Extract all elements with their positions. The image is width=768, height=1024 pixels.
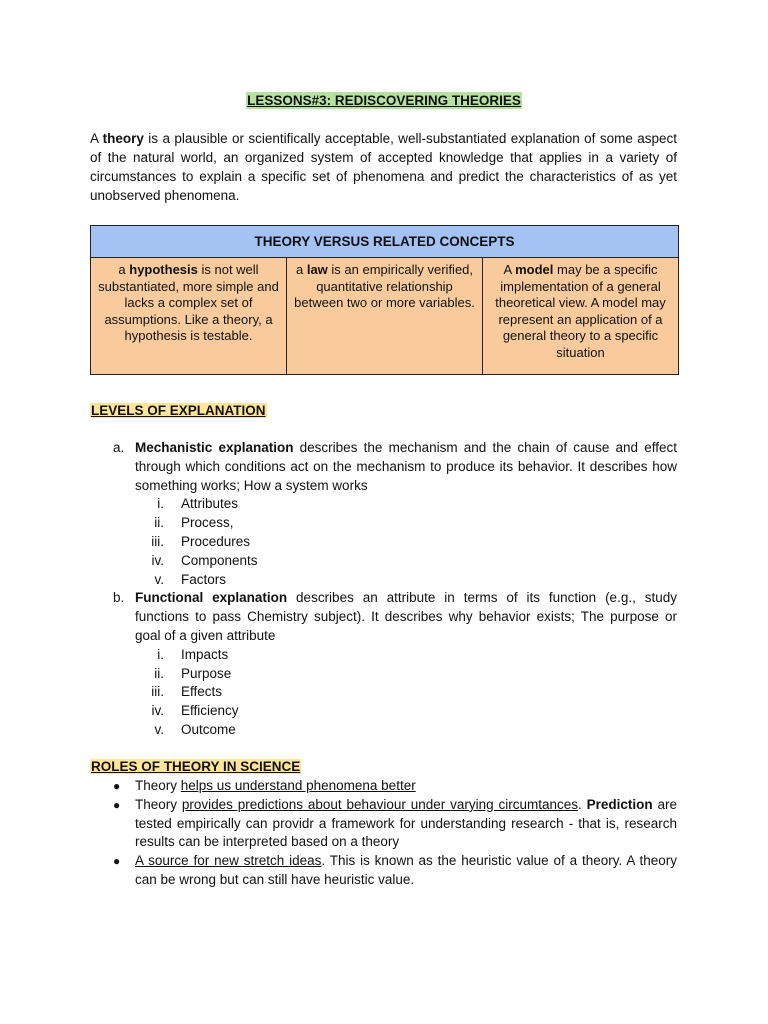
cell-lead: a (295, 262, 307, 277)
sub-marker: v. (154, 721, 164, 737)
concepts-table (90, 225, 679, 375)
sub-marker: i. (157, 496, 164, 512)
intro-lead: A (90, 131, 103, 146)
bullet-underlined: A source for new stretch ideas (135, 853, 322, 869)
roles-heading: ROLES OF THEORY IN SCIENCE (91, 759, 301, 774)
roles-list (0, 777, 768, 890)
list-marker: b. (113, 590, 125, 606)
model-cell (483, 258, 679, 375)
sub-list-item (157, 646, 768, 665)
table-header-row (91, 226, 679, 258)
sub-list-item (151, 683, 768, 702)
sub-text: Procedures (181, 533, 251, 549)
sub-text: Purpose (181, 665, 232, 681)
item-term: Mechanistic explanation (135, 440, 294, 455)
list-item (113, 439, 677, 495)
cell-lead: a (118, 262, 130, 277)
list-item (113, 589, 677, 645)
sub-marker: ii. (154, 515, 164, 531)
intro-rest: is a plausible or scientifically acceptable, well-substantiated explanation of some aspect of the natural world, an organized system of accepted knowledge that applies in a variety of circumstances to explain a specific set of phenomena and predict the characteristics of as yet unobserved phenomena. (90, 131, 677, 203)
cell-lead: A (503, 262, 516, 277)
intro-paragraph (90, 129, 677, 205)
title-row (0, 92, 768, 110)
bullet-icon: ● (113, 779, 121, 793)
table-header: THEORY VERSUS RELATED CONCEPTS (91, 226, 679, 258)
sub-list-item (151, 552, 768, 571)
sub-list-item (151, 533, 768, 552)
list-item (113, 777, 677, 796)
bullet-text: . (577, 796, 587, 812)
sub-marker: iii. (151, 684, 164, 700)
bullet-underlined: helps us understand phenomena better (180, 778, 416, 793)
cell-term: model (515, 262, 554, 277)
bullet-icon: ● (113, 797, 121, 812)
bullet-icon: ● (113, 854, 121, 869)
sub-text: Attributes (181, 496, 239, 512)
sub-list-item (157, 495, 768, 514)
hypothesis-cell (91, 258, 287, 375)
sub-list-item (154, 571, 768, 590)
cell-text: is not well substantiated, more simple and lacks a complex set of assumptions. Like a theory, a hypothesis is testable. (98, 262, 279, 343)
item-term: Functional explanation (135, 590, 288, 606)
bullet-text: . This is known as the heuristic value of a theory. A theory can be wrong but can still have heuristic value. (135, 853, 678, 887)
sub-marker: ii. (154, 665, 164, 681)
law-cell (287, 258, 483, 375)
sub-text: Process, (181, 515, 234, 531)
list-marker: a. (113, 440, 125, 455)
sub-marker: iii. (151, 533, 164, 549)
sub-marker: iv. (151, 703, 164, 719)
sub-marker: i. (157, 646, 164, 662)
page-title: LESSONS#3: REDISCOVERING THEORIES (247, 93, 521, 108)
cell-term: law (306, 262, 328, 277)
sub-list-item (154, 514, 768, 533)
bullet-text: Theory (135, 796, 182, 812)
sub-list-item (151, 702, 768, 721)
sub-text: Impacts (181, 646, 229, 662)
list-item (113, 852, 678, 890)
bullet-underlined: provides predictions about behaviour under varying circumtances (181, 796, 578, 812)
sub-text: Outcome (181, 721, 236, 737)
sub-list-item (154, 665, 768, 684)
levels-list (0, 439, 768, 740)
list-item (113, 796, 677, 852)
cell-text-continued: represent an application of a general theory to a specific situation (498, 311, 663, 360)
intro-term: theory (102, 131, 144, 146)
sub-text: Efficiency (181, 703, 239, 719)
item-text: describes the mechanism and the chain of cause and effect through which conditions act on the mechanism to produce its behavior. It describes how something works; How a system works (135, 440, 677, 493)
bullet-bold: Prediction (586, 796, 653, 812)
table-row (91, 258, 679, 375)
levels-heading: LEVELS OF EXPLANATION (91, 403, 266, 418)
bullet-text: are tested empirically can providr a framework for understanding research - that is, research results can be interpreted based on a theory (135, 796, 677, 850)
bullet-text: Theory (135, 778, 181, 793)
item-text: describes an attribute in terms of its function (e.g., study functions to pass Chemistry subject). It describes why behavior exists; The purpose or goal of a given attribute (135, 590, 677, 643)
sub-marker: iv. (151, 552, 164, 568)
cell-text: may be a specific implementation of a general theoretical view. A model may (495, 262, 666, 310)
sub-text: Factors (181, 571, 227, 587)
sub-list-item (154, 721, 768, 740)
sub-text: Effects (181, 684, 223, 700)
cell-text: is an empirically verified, quantitative relationship between two or more variables. (294, 262, 475, 310)
sub-text: Components (181, 552, 258, 568)
sub-marker: v. (154, 571, 164, 587)
cell-term: hypothesis (129, 262, 198, 277)
